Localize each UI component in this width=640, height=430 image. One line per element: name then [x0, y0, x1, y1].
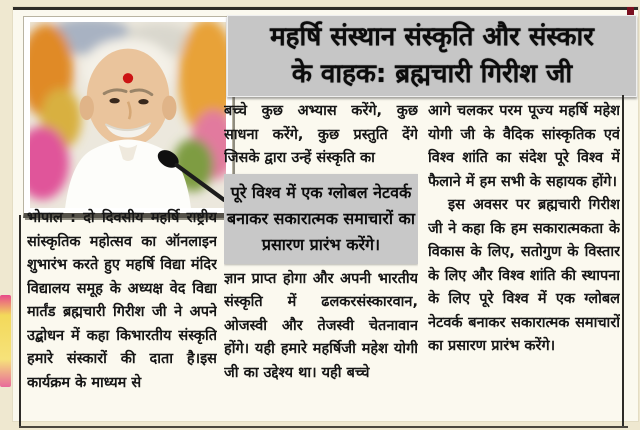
column-right	[428, 100, 620, 430]
bottom-rule	[19, 426, 628, 428]
clipping-paper	[13, 7, 638, 421]
middle-paragraph-bottom: ज्ञान प्राप्त होगा और अपनी भारतीय संस्कृति में ढलकरसंस्कारवान, ओजस्वी और तेजस्वी चेतनावान होंगे। यही हमारे महर्षिजी महेश योगी जी का उद्देश्य था। यही बच्चे	[224, 270, 418, 381]
left-column-paragraph: भोपाल : दो दिवसीय महर्षि राष्ट्रीय सांस्कृतिक महोत्सव का ऑनलाइन शुभारंभ करते हुए महर्षि विद्या मंदिर विद्यालय समूह के अध्यक्ष वेद विद्या मार्तंड ब्रह्मचारी गिरीश जी ने अपने उद्बोधन में कहा किभारतीय संस्कृति हमारे संस्कारों की दाता है।इस कार्यक्रम के माध्यम से	[27, 210, 217, 391]
headline-line-2: के वाहक: ब्रह्मचारी गिरीश जी	[291, 59, 573, 89]
column-left	[27, 207, 217, 425]
column-middle	[224, 100, 418, 428]
headline-box	[227, 15, 637, 97]
middle-paragraph-top: बच्चे कुछ अभ्यास करेंगे, कुछ साधना करेंगे, कुछ प्रस्तुति देंगे जिसके द्वारा उन्हें संस्कृति का	[224, 103, 418, 166]
left-column-rule	[19, 215, 21, 428]
left-edge-scrap	[0, 295, 11, 387]
portrait-photo-frame	[23, 16, 233, 218]
headline-line-1: महर्षि संस्थान संस्कृति और संस्कार	[270, 22, 594, 52]
highlight-quote-box: पूरे विश्व में एक ग्लोबल नेटवर्क बनाकर सकारात्मक समाचारों का प्रसारण प्रारंभ करेंगे।	[224, 174, 418, 264]
right-paragraph-1: आगे चलकर परम पूज्य महर्षि महेश योगी जी के वैदिक सांस्कृतिक एवं विश्व शांति का संदेश पूरे विश्व में फैलाने में हम सभी के सहायक होंगे।	[428, 103, 620, 190]
right-paragraph-2: इस अवसर पर ब्रह्मचारी गिरीश जी ने कहा कि हम सकारात्मकता के विकास के लिए, सतोगुण के विस्तार के लिए और विश्व शांति की स्थापना के लिए पूरे विश्व में एक ग्लोबल नेटवर्क बनाकर सकारात्मक समाचारों का प्रसारण प्रारंभ करेंगे।	[428, 197, 620, 354]
right-column-rule	[622, 95, 624, 428]
portrait-photo-icon	[30, 22, 226, 208]
